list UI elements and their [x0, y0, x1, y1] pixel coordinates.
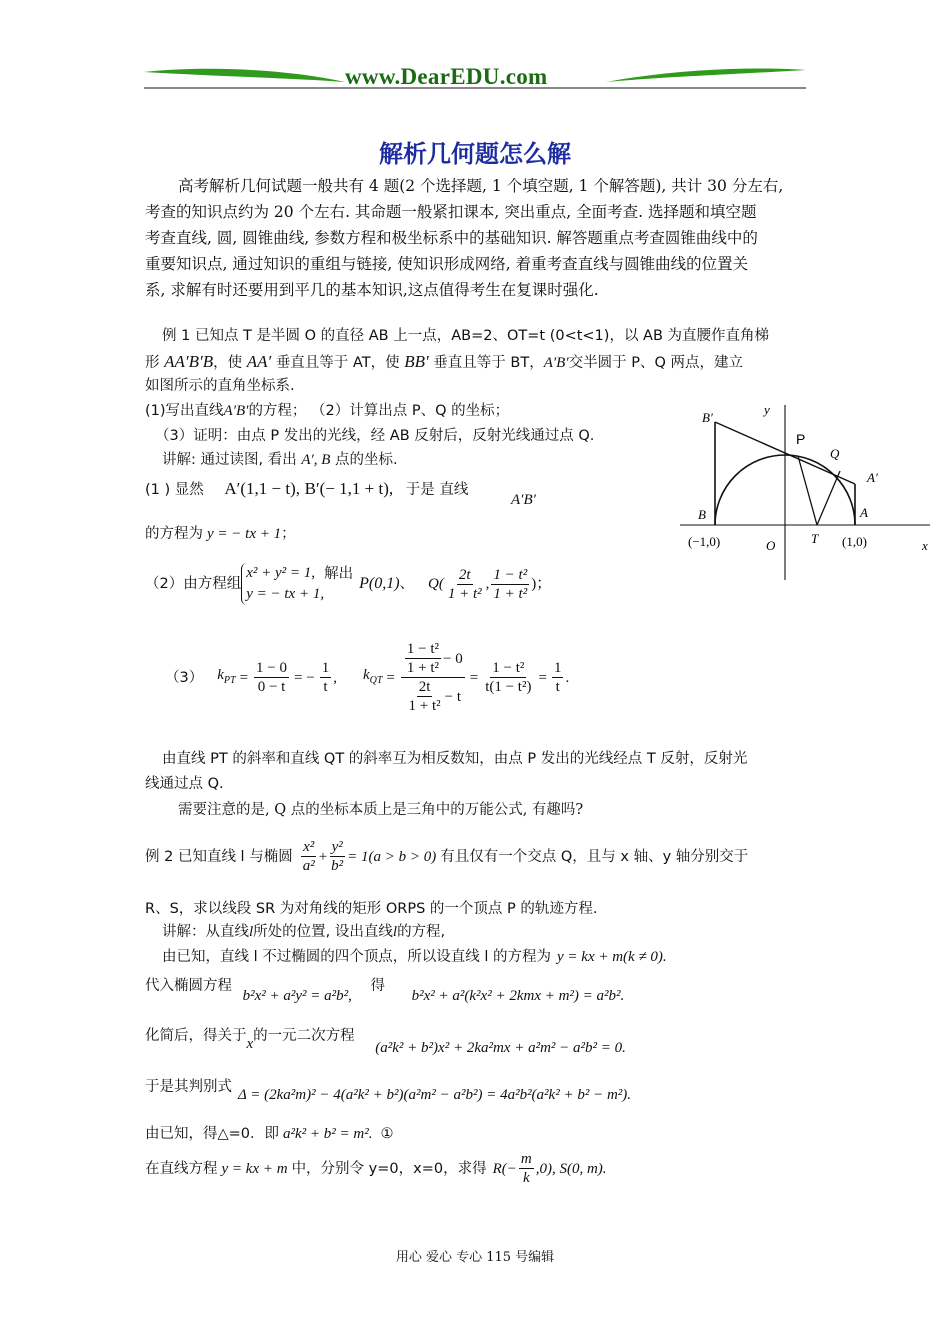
- ex1-note: 需要注意的是, Q 点的坐标本质上是三角中的万能公式, 有趣吗?: [178, 802, 584, 818]
- ex1-hint: [162, 449, 398, 471]
- ex1-solution-2: （2）由方程组 x² + y² = 1, y = − tx + 1, 解出 P(0,1) 、 Q( $\frac{2t}{\text{1 + t²}}$ , $\frac{\text{1 − t²}}{\text{1 + t²}}$ )；: [145, 563, 551, 605]
- ex1-point-b-prime: B′(− 1,1 + t),: [304, 479, 394, 498]
- ex1-kqt-result: $\frac{1}{t}$: [553, 660, 562, 695]
- ex1-qy-fraction: $\frac{\text{1 − t²}}{\text{1 + t²}}$: [493, 566, 528, 602]
- ex2-line-2: R、S，求以线段 SR 为对角线的矩形 ORPS 的一个顶点 P 的轨迹方程.: [145, 901, 598, 917]
- ex1-question-3: （3）证明：由点 P 发出的光线，经 AB 反射后，反射光线通过点 Q.: [155, 428, 595, 444]
- ex1-line-1: 例 1 已知点 T 是半圆 O 的直径 AB 上一点，AB=2、OT=t (0<t<1)，以 AB 为直腰作直角梯: [162, 328, 770, 344]
- ex2-l1a: 例 2 已知直线 l 与椭圆: [145, 848, 293, 865]
- ex1-point-q-close: )；: [531, 576, 552, 592]
- figure-label-q: Q: [830, 446, 840, 461]
- ex2-r-fraction: $\frac{m}{k}$: [520, 1151, 532, 1186]
- ex2-hint-5: 于是其判别式 Δ = (2ka²m)² − 4(a²k² + b²)(a²m² − a²b²) = 4a²b²(a²k² + b² − m²).: [145, 1079, 632, 1103]
- ex1-q1-ab: A′B′: [223, 403, 249, 419]
- figure-label-t: T: [811, 531, 819, 546]
- header-right-swoosh: [606, 69, 806, 83]
- ex1-s2b: 解出: [324, 566, 354, 582]
- header-site-url: www.DearEDU.com: [345, 64, 548, 89]
- ex1-kqt-simplified: $\frac{\text{1 − t²}}{\text{t(1 − t²)}}$: [485, 660, 532, 695]
- figure-label-x: x: [922, 538, 928, 553]
- ex1-s3a: （3）: [165, 669, 204, 686]
- ex1-s1a: (1 ) 显然: [145, 482, 204, 498]
- ex1-l2c: 垂直且等于 AT，使: [275, 355, 400, 371]
- ex1-aa: AA′: [246, 352, 272, 371]
- ex1-q1a: (1)写出直线: [145, 403, 224, 419]
- ex1-system-eq2: y = − tx + 1,: [246, 586, 325, 602]
- intro-line-3: 考查直线, 圆, 圆锥曲线, 参数方程和极坐标系中的基础知识. 解答题重点考查圆锥曲线中的: [145, 229, 758, 247]
- ex1-line-3: 如图所示的直角坐标系.: [145, 378, 295, 394]
- ex1-line-2: [145, 351, 743, 374]
- ex1-kqt: $k_{QT}$: [362, 666, 383, 686]
- ex1-s1c: 的方程为: [145, 526, 203, 542]
- ex1-l2b: ，使: [213, 355, 243, 371]
- ex1-solution-1: [145, 478, 468, 501]
- ex1-hint-b: 点的坐标.: [335, 452, 398, 468]
- ex1-figure: [680, 400, 940, 585]
- ex1-point-p: P(0,1): [359, 575, 400, 592]
- ex1-kpt: $k_{PT}$: [217, 666, 236, 686]
- figure-label-a-prime: A′: [867, 470, 878, 485]
- ex1-point-a-prime: A′(1,1 − t),: [224, 479, 301, 498]
- ex1-s1b: 于是 直线: [405, 482, 469, 498]
- figure-label-a-coord: (1,0): [842, 534, 867, 549]
- ex1-equation: y = − tx + 1: [207, 526, 282, 542]
- page-footer: 用心 爱心 专心 115 号编辑: [395, 1250, 555, 1265]
- intro-line-5: 系, 求解有时还要用到平几的基本知识,这点值得考生在复课时强化.: [145, 281, 599, 299]
- ex1-s2-sep: 、: [399, 576, 415, 592]
- ex1-line-name: A′B′: [511, 492, 536, 508]
- ex1-l2a: 形: [145, 355, 160, 371]
- ex1-line-equation: [145, 523, 296, 545]
- figure-label-p: P: [796, 431, 806, 447]
- ex1-q1b: 的方程； （2）计算出点 P、Q 的坐标；: [248, 403, 510, 419]
- ex1-solution-3: （3） $k_{PT}$ = $\frac{1 - 0}{0 - t}$ = − $\frac{1}{t}$ , $k_{QT}$ = $\frac{\text{1 − t²}}{\text{1 + t²}}$ − 0 $\frac{2t}{\text{1 + t²}}$ − t = $\frac{\text{1 − t²}}{\text{t(1 − t²)}}$ = $\frac{1}{t}$ .: [165, 641, 570, 714]
- ex1-s2a: （2）由方程组: [145, 576, 242, 592]
- ex2-ellipse-y: $\frac{\text{y²}}{\text{b²}}$: [331, 839, 344, 874]
- ex2-hint-1: 讲解：从直线l所处的位置, 设出直线l的方程,: [162, 924, 446, 940]
- ex1-bb: BB′: [404, 352, 429, 371]
- ex1-kpt-result: $\frac{1}{t}$: [321, 660, 330, 695]
- ex1-hint-a: 讲解: 通过读图, 看出: [162, 452, 297, 468]
- ex1-s1d: ；: [281, 526, 296, 542]
- figure-label-o: O: [766, 538, 776, 553]
- ex1-kqt-compound: $\frac{\text{1 − t²}}{\text{1 + t²}}$ − 0 $\frac{2t}{\text{1 + t²}}$ − t: [401, 640, 465, 715]
- ex2-line-1: 例 2 已知直线 l 与椭圆 $\frac{\text{x²}}{\text{a²}}$ + $\frac{\text{y²}}{\text{b²}}$ = 1(a > b > 0) 有且仅有一个交点 Q，且与 x 轴、y 轴分别交于: [145, 839, 749, 874]
- ex1-trapezoid: AA′B′B: [164, 352, 214, 371]
- ex1-question-1-2: [145, 400, 509, 422]
- figure-label-b-prime: B′: [702, 410, 713, 425]
- ex1-system: [241, 563, 324, 605]
- ex2-ellipse-x: $\frac{\text{x²}}{\text{a²}}$: [302, 839, 315, 874]
- ex1-conclusion-2: 线通过点 Q.: [145, 776, 224, 792]
- ex2-hint-6: 由已知，得△=0．即 a²k² + b² = m². ①: [145, 1126, 394, 1142]
- ex2-l1b: 有且仅有一个交点 Q，且与 x 轴、y 轴分别交于: [440, 848, 749, 865]
- figure-label-a: A: [860, 505, 868, 520]
- intro-line-4: 重要知识点, 通过知识的重组与链接, 使知识形成网络, 着重考查直线与圆锥曲线的位置关: [145, 255, 749, 273]
- ex1-l2e: 交半圆于 P、Q 两点，建立: [568, 355, 743, 371]
- page-title: 解析几何题怎么解: [379, 140, 571, 168]
- ex1-qx-fraction: $\frac{2t}{\text{1 + t²}}$: [447, 566, 482, 602]
- ex2-hint-3: 代入椭圆方程 b²x² + a²y² = a²b², 得 b²x² + a²(k²x² + 2kmx + m²) = a²b².: [145, 978, 625, 1004]
- figure-qt: [817, 471, 840, 525]
- ex1-point-q-open: Q(: [428, 576, 444, 592]
- ex2-hint-7: 在直线方程 y = kx + m 中，分别令 y=0，x=0，求得 R(− $\frac{m}{k}$ ,0), S(0, m).: [145, 1151, 607, 1186]
- ex1-ab: A′B′: [543, 355, 569, 371]
- ex1-kpt-fraction: $\frac{1 - 0}{0 - t}$: [256, 660, 288, 695]
- ex2-hint-4: 化简后，得关于x的一元二次方程 (a²k² + b²)x² + 2ka²mx + a²m² − a²b² = 0.: [145, 1028, 626, 1056]
- header-left-swoosh: [144, 69, 345, 82]
- ex1-system-eq1: x² + y² = 1,: [246, 565, 316, 581]
- intro-line-2: 考查的知识点约为 20 个左右. 其命题一般紧扣课本, 突出重点, 全面考查. 选择题和填空题: [145, 203, 757, 221]
- ex2-hint-2: 由已知，直线 l 不过椭圆的四个顶点，所以设直线 l 的方程为 y = kx + m(k ≠ 0).: [162, 949, 667, 965]
- figure-label-y: y: [764, 402, 770, 417]
- ex1-conclusion-1: 由直线 PT 的斜率和直线 QT 的斜率互为相反数知，由点 P 发出的光线经点 T 反射，反射光: [162, 751, 748, 767]
- ex1-l2d: 垂直且等于 BT，: [433, 355, 544, 371]
- ex2-ellipse-tail: = 1(a > b > 0): [347, 848, 437, 865]
- ex1-hint-points: A′, B: [301, 452, 331, 468]
- figure-label-b: B: [698, 507, 706, 522]
- intro-line-1: 高考解析几何试题一般共有 4 题(2 个选择题, 1 个填空题, 1 个解答题), 共计 30 分左右,: [178, 177, 784, 195]
- figure-label-b-coord: (−1,0): [688, 534, 721, 549]
